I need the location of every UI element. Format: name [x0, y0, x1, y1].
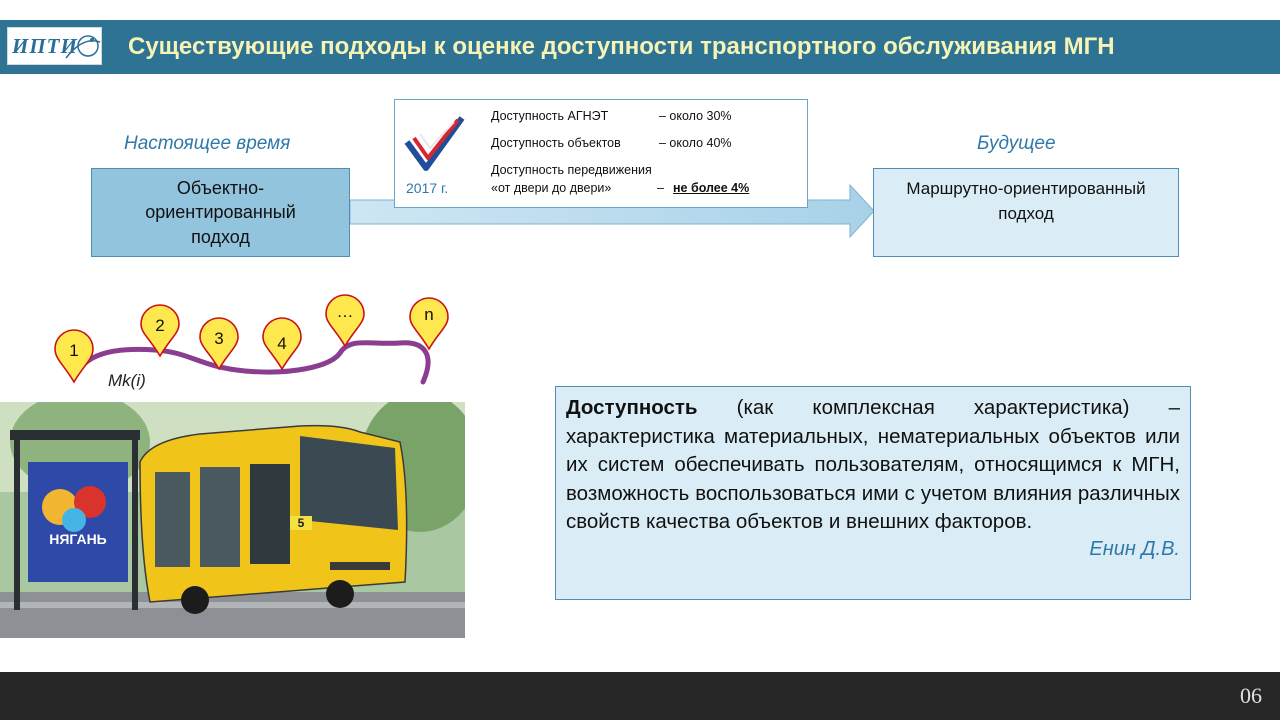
bus-stop-illustration	[0, 402, 465, 638]
present-caption: Настоящее время	[124, 133, 291, 154]
stat-label-door-to-door: «от двери до двери»	[491, 181, 612, 195]
stat-dash-movement: –	[657, 181, 664, 195]
stat-value-agnet: – около 30%	[659, 109, 732, 123]
definition-text	[566, 394, 1180, 537]
stop-label-ellipsis: …	[336, 302, 354, 321]
accessibility-stats-box	[394, 99, 808, 208]
definition-term: Доступность	[566, 396, 698, 419]
stop-label-4: 4	[277, 334, 287, 353]
stop-label-n: n	[424, 305, 434, 324]
stat-label-objects: Доступность объектов	[491, 136, 621, 150]
stat-row-movement	[491, 163, 750, 195]
logo-emblem-icon	[8, 28, 102, 65]
object-oriented-box	[91, 168, 350, 257]
stop-label-3: 3	[214, 329, 224, 348]
box-right-line-1: Маршрутно-ориентированный	[906, 179, 1146, 198]
route-label: Mk(i)	[108, 371, 146, 390]
route-diagram	[0, 285, 470, 395]
stat-row-agnet	[491, 109, 732, 123]
onf-logo-icon	[404, 112, 466, 172]
page-title: Существующие подходы к оценке доступности транспортного обслуживания МГН	[128, 33, 1115, 60]
box-left-line-2: ориентированный	[145, 202, 296, 223]
bus-stop-photo	[0, 402, 465, 638]
stat-label-movement: Доступность передвижения	[491, 163, 652, 177]
poster-city-text: НЯГАНЬ	[49, 531, 107, 547]
box-right-line-2: подход	[998, 203, 1054, 223]
route-oriented-box	[873, 168, 1179, 257]
stop-label-2: 2	[155, 316, 165, 335]
stat-row-objects	[491, 136, 732, 150]
stop-label-1: 1	[69, 341, 79, 360]
institute-logo	[7, 27, 102, 65]
future-caption: Будущее	[977, 133, 1056, 154]
page-number: 06	[1240, 683, 1262, 708]
definition-author: Енин Д.В.	[1089, 537, 1180, 560]
logo-text: ИПТИ	[12, 34, 78, 58]
stat-value-movement: не более 4%	[673, 181, 750, 195]
footer-bar	[0, 672, 1280, 720]
stat-value-objects: – около 40%	[659, 136, 732, 150]
bus-route-number: 5	[297, 516, 305, 530]
definition-body: (как комплексная характеристика) – характеристика материальных, нематериальных объектов или их систем обеспечивать пользователям, относящимся к МГН, возможность воспользоваться ими с учетом влияния различных свойств качества объектов и внешних факторов.	[566, 396, 1180, 533]
box-left-line-1: Объектно-	[176, 178, 265, 199]
stats-year: 2017 г.	[406, 180, 449, 196]
box-left-line-3: подход	[191, 226, 250, 247]
definition-box	[555, 386, 1191, 600]
stat-label-agnet: Доступность АГНЭТ	[491, 109, 609, 123]
